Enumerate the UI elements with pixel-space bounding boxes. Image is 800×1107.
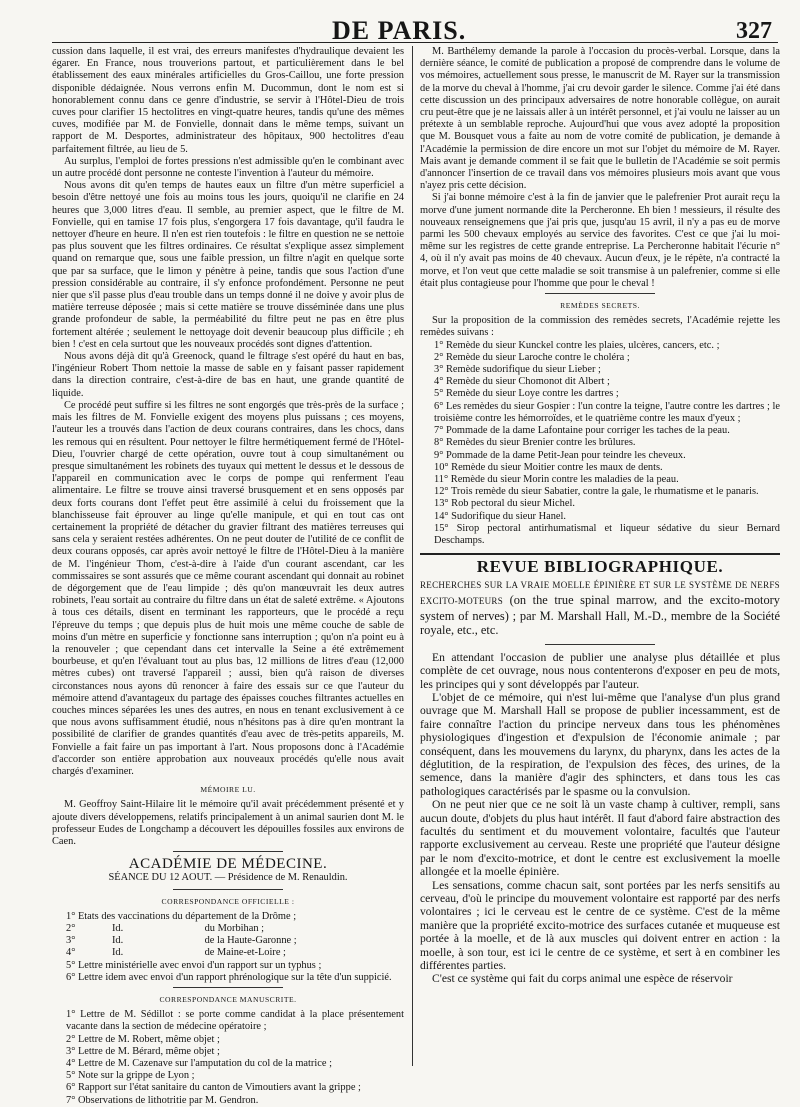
- list-item: 1° Remède du sieur Kunckel contre les plaies, ulcères, cancers, etc. ;: [434, 339, 720, 351]
- list-item: 5° Lettre ministérielle avec envoi d'un rapport sur un typhus ;: [66, 959, 322, 971]
- list-item: 13° Rob pectoral du sieur Michel.: [434, 498, 575, 510]
- list-item: 10° Remède du sieur Moitier contre les maux de dents.: [434, 461, 663, 473]
- list-item: 4° Id. de Maine-et-Loire ;: [66, 947, 286, 959]
- list-item: 6° Rapport sur l'état sanitaire du canton de Vimoutiers avant la grippe ;: [66, 1082, 361, 1094]
- list-item: 7° Observations de lithotritie par M. Gendron.: [66, 1094, 259, 1106]
- remedes-heading: REMÈDES SECRETS.: [560, 301, 640, 311]
- list-item: 2° Remède du sieur Laroche contre le choléra ;: [434, 351, 630, 363]
- list-item: 5° Note sur la grippe de Lyon ;: [66, 1070, 195, 1082]
- divider: [173, 889, 283, 890]
- list-item: 9° Pommade de la dame Petit-Jean pour teindre les cheveux.: [434, 449, 686, 461]
- masthead: [52, 10, 778, 45]
- revue-subtitle-rest: (on the true spinal marrow, and the excito-motory system of nerves) ; par M. Marshall Hall, M.-D., membre de la Société royale, etc., etc.: [420, 592, 780, 638]
- paragraph: L'objet de ce mémoire, qui n'est lui-même que l'analyse d'un plus grand ouvrage que M. Marshall Hall se propose de publier incessamment, est de faire connaître l'action du principe nerveux dans tous les phénomènes physiologiques d'ingestion et d'expulsion de l'économie animale ; par conséquent, dans les mouvemens du larynx, du pharynx, dans les actes de la déglutition, de la respiration, de l'expulsion des fèces, des urines, de la semence, dans la manière d'agir des sphincters, et dans tous les cas pathologiques caractérisés par le spasme ou la convulsion.: [420, 690, 780, 798]
- paragraph: M. Geoffroy Saint-Hilaire lit le mémoire qu'il avait précédemment présenté et y ajoute divers développemens, relatifs principalement à un animal saurien dont M. le professeur Eudes de Longchamp a découvert les dépouilles fossiles aux environs de Caen.: [52, 799, 404, 847]
- paragraph: Au surplus, l'emploi de fortes pressions n'est admissible qu'en le combinant avec un autre procédé dont personne ne conteste l'invention à l'auteur du mémoire.: [52, 155, 404, 180]
- list-item: 5° Remède du sieur Loye contre les dartres ;: [434, 388, 619, 400]
- revue-subtitle-caps: RECHERCHES SUR LA VRAIE MOELLE ÉPINIÈRE ET SUR LE SYSTÈME DE NERFS EXCITO-MOTEURS: [420, 580, 780, 606]
- divider: [545, 293, 655, 294]
- divider: [173, 987, 283, 988]
- list-item: 2° Id. du Morbihan ;: [66, 923, 265, 935]
- column-divider: [412, 46, 413, 1066]
- paragraph: cussion dans laquelle, il est vrai, des erreurs manifestes d'hydraulique devaient les égarer. En France, nous trouverions partout, et particulièrement dans le bel établissement des eaux minérales artificielles du Gros-Caillou, une forte pression disponible dédaignée. Nous verrons enfin M. Ducommun, dont le nom est si honorablement connu dans ce genre d'industrie, se servir à l'Hôtel-Dieu de trois cuves pour clarifier 15 hectolitres en vingt-quatre heures, tandis qu'une des mêmes cuves, modifiée par M. de Fonvielle, donnait dans le même temps, suivant un rapport de M. Desportes, administrateur des hôpitaux, 900 hectolitres d'eau parfaitement filtrée, au lieu de 5.: [52, 46, 404, 155]
- paragraph: On ne peut nier que ce ne soit là un vaste champ à cultiver, rempli, sans aucun doute, d'objets du plus haut intérêt. Il faut d'abord faire abstraction des facultés du sentiment et du mouvement volontaire, facultés que l'auteur rapporte exclusivement au cerveau. Reste une propriété que l'auteur désigne par le nom d'excito-motrice, et dont le centre est exclusivement la moelle allongée et la moelle épinière.: [420, 798, 780, 879]
- paragraph: Si j'ai bonne mémoire c'est à la fin de janvier que le palefrenier Prot aurait reçu la morve d'une jument normande dite la Percheronne. Eh bien ! messieurs, il résulte des nouveaux renseignemens que j'ai pris que, jusqu'au 15 avril, il n'y a pas eu de morve parmi les 500 chevaux employés au service des favorites. C'est ce que j'ai lu moi-même sur les registres de cette grande entreprise. La Percheronne habitait l'écurie n° 4, où il n'y avait pas moins de 40 chevaux. Aucun d'eux, je le répète, n'a contracté la morve, et l'on veut que cette maladie se soit transmise à un palefrenier, comme si elle était plus contagieuse pour l'homme que pour le cheval !: [420, 192, 780, 289]
- page-title: DE PARIS.: [332, 16, 467, 45]
- right-column: [420, 46, 780, 1066]
- corr-manuscrite-heading: CORRESPONDANCE MANUSCRITE.: [159, 995, 297, 1005]
- divider: [173, 851, 283, 852]
- page-number: 327: [736, 18, 772, 44]
- revue-section: [420, 553, 780, 986]
- list-item: 8° Remèdes du sieur Brenier contre les brûlures.: [434, 437, 636, 449]
- list-item: 3° Id. de la Haute-Garonne ;: [66, 935, 297, 947]
- list-item: 6° Les remèdes du sieur Gospier : l'un contre la teigne, l'autre contre les dartres ; le troisième contre les hémorroïdes, et le quatrième contre les maux d'yeux ;: [434, 400, 780, 424]
- paragraph: M. Barthélemy demande la parole à l'occasion du procès-verbal. Lorsque, dans la dernière séance, le comité de publication a proposé de comprendre dans le volume de vos mémoires, actuellement sous presse, le manuscrit de M. Rayer sur la transmission de la morve du cheval à l'homme, j'ai cru devoir garder le silence. Comme j'ai été dans cette discussion un des principaux adversaires de notre honorable collègue, on aurait cru peut-être que je ne laissais aller à un intérêt personnel, et j'ai voulu ne laisser au un prétexte à un semblable reproche. Aujourd'hui que vous avez adopté la proposition que M. Bousquet vous a faite au nom de votre comité de publication, je demande à l'Académie la permission de dire encore un mot sur l'objet du mémoire de M. Rayer. Mais avant je demande comment il se fait que le bulletin de l'Académie se soit permis d'annoncer l'insertion de ce travail dans vos mémoires plusieurs mois avant que vous n'ayez pris cette décision.: [420, 46, 780, 192]
- paragraph: Nous avons déjà dit qu'à Greenock, quand le filtrage s'est opéré du haut en bas, l'ingénieur Robert Thom nettoie la masse de sable en y faisant passer rapidement dans la direction contraire, c'est-à-dire de bas en haut, une grande quantité de liquide.: [52, 351, 404, 399]
- list-item: 7° Pommade de la dame Lafontaine pour corriger les taches de la peau.: [434, 425, 730, 437]
- paragraph: Les sensations, comme chacun sait, sont portées par les nerfs sensitifs au cerveau, d'où le principe du mouvement volontaire est rapporté par des nerfs volontaires ; ici le cerveau est le centre de ce système. C'est de la même manière que la propriété excito-motrice des surfaces cutanée et muqueuse est portée à la moelle, et de là aux muscles qui doivent entrer en action : la moelle, à son tour, est ici le centre de ce système, et sert à en combiner les différentes parties.: [420, 878, 780, 973]
- list-item: 1° Etats des vaccinations du département de la Drôme ;: [66, 910, 297, 922]
- revue-title: REVUE BIBLIOGRAPHIQUE.: [476, 557, 724, 577]
- revue-subtitle: [420, 577, 780, 637]
- divider: [545, 644, 655, 645]
- list-item: 2° Lettre de M. Robert, même objet ;: [66, 1033, 220, 1045]
- list-item: 4° Remède du sieur Chomonot dit Albert ;: [434, 376, 610, 388]
- paragraph: En attendant l'occasion de publier une analyse plus détaillée et plus complète de cet ouvrage, nous nous contenterons d'exposer en peu de mots, les principes qui y sont développés par l'auteur.: [420, 650, 780, 691]
- list-item: 3° Remède sudorifique du sieur Lieber ;: [434, 364, 601, 376]
- list-item: 6° Lettre idem avec envoi d'un rapport phrénologique sur la tête d'un suppicié.: [66, 971, 392, 983]
- corr-officielle-heading: CORRESPONDANCE OFFICIELLE :: [161, 896, 295, 906]
- left-column: [52, 46, 404, 1106]
- header-rule: [52, 42, 778, 43]
- list-item: 15° Sirop pectoral antirhumatismal et liqueur sédative du sieur Bernard Deschamps.: [434, 522, 780, 546]
- paragraph: Sur la proposition de la commission des remèdes secrets, l'Académie rejette les remèdes suivans :: [420, 315, 780, 339]
- list-item: 14° Sudorifique du sieur Hanel.: [434, 510, 566, 522]
- list-item: 1° Lettre de M. Sédillot : se porte comme candidat à la place présentement vacante dans la section de médecine opératoire ;: [66, 1009, 404, 1033]
- paragraph: Nous avons dit qu'en temps de hautes eaux un filtre d'un mètre superficiel a besoin d'être nettoyé une fois au moins tous les jours, quoiqu'il ne clarifie en 24 heures que 3,000 litres d'eau. Il semble, au premier aspect, que le filtre de M. Fonvielle, qui en tamise 17 fois plus, s'engorgera 17 fois davantage, qu'il faudra le nettoyer d'heure en heure. Il n'en est rien toutefois : le filtre en question ne se nettoie pas plus souvent que les filtres ordinaires. Ce résultat s'explique assez simplement quand on remarque que, sous une faible pression, un filtre n'agit en quelque sorte que par sa surface, que le limon y pénètre à peine, tandis que sous l'action d'une pression considérable au contraire, il s'y enfonce profondément. Personne ne peut nier que s'il passe plus d'eau trouble dans un temps donné il ne doive y avoir plus de matière terreuse déposée ; mais si cette matière se trouve disséminée dans une plus grande profondeur de sable, la perméabilité du filtre peut ne pas en être plus fortement altérée ; seulement le nettoyage doit devenir beaucoup plus difficile ; eh bien ! c'est en cela surtout que les nouveaux procédés sont dignes d'attention.: [52, 180, 404, 350]
- paragraph: Ce procédé peut suffire si les filtres ne sont engorgés que très-près de la surface ; mais les filtres de M. Fonvielle exigent des moyens plus puissans ; ces moyens, l'auteur les a trouvés dans l'action de deux courans contraires, dans les chocs, dans les remous qui en résultent. Pour nettoyer le filtre hermétiquement fermé de l'Hôtel-Dieu, l'ouvrier chargé de cette opération, ouvre tout à coup simultanément ou presque simultanément les robinets des tuyaux qui mettent le dessus et le dessous de l'appareil en communication avec le corps de pompe qui renferment l'eau alimentaire. Le filtre se trouve ainsi traversé brusquement et en sens opposés par deux forts courans dont l'effet peut être assimilé à celui du froissement que la blanchisseuse fait éprouver au linge qu'elle manipule, et qui en tout cas ont certainement la propriété de détacher du gravier filtrant des matières terreuses qui sans cela y seraient restées adhérentes. On ne peut douter de l'utilité de ce conflit de deux courans opposés, car après avoir nettoyé le filtre de l'Hôtel-Dieu à la manière de M. l'ingénieur Thom, c'est-à-dire à l'aide d'un courant ascendant, car les commissaires se sont assurés que ce même courant ascendant qui donnait au robinet de dégorgement que de l'eau limpide ; dès qu'on manœuvrait les deux autres robinets, l'eau sortait au contraire du filtre dans un état de saleté extrême. « Ajoutons à tous ces détails, disent en terminant les rapporteurs, que le procédé a reçu l'épreuve du temps ; que depuis plus de huit mois une même couche de sable de moins d'un mètre en superficie y fonctionne sans interruption ; qu'on n'a point eu à la renouveler ; que cependant dans cet intervalle la Seine a été extrêmement bourbeuse, et qu'en l'évaluant tout au plus bas, 12 millions de litres d'eau (12,000 mètres cubes) ont traversé l'appareil ; aussi, bien qu'à raison de diverses circonstances nous ayons dû renoncer à faire des essais sur ce que l'auteur du mémoire attend d'avantageux du partage des épaisses couches filtrantes actuelles en couches minces séparées les unes des autres, en nous en tenant exclusivement à ce que nous avons suffisamment étudié, nous n'hésitons pas à dire qu'en montrant la possibilité de clarifier de grandes quantités d'eau avec de très-petits appareils, M. Fonvielle a fait faire un pas important à l'art. Nous proposons donc à l'Académie d'accorder son entière approbation aux nouveaux procédés qu'elle nous avait chargés d'examiner.: [52, 399, 404, 777]
- list-item: 12° Trois remède du sieur Sabatier, contre la gale, le rhumatisme et le panaris.: [434, 486, 759, 498]
- seance-line: SÉANCE DU 12 AOUT. — Présidence de M. Renauldin.: [108, 872, 348, 884]
- memoire-heading: MÉMOIRE LU.: [200, 785, 256, 795]
- list-item: 3° Lettre de M. Bérard, même objet ;: [66, 1045, 220, 1057]
- list-item: 4° Lettre de M. Cazenave sur l'amputation du col de la matrice ;: [66, 1058, 332, 1070]
- paragraph: C'est ce système qui fait du corps animal une espèce de réservoir: [432, 972, 733, 986]
- list-item: 11° Remède du sieur Morin contre les maladies de la peau.: [434, 473, 679, 485]
- academie-title: ACADÉMIE DE MÉDECINE.: [128, 856, 328, 873]
